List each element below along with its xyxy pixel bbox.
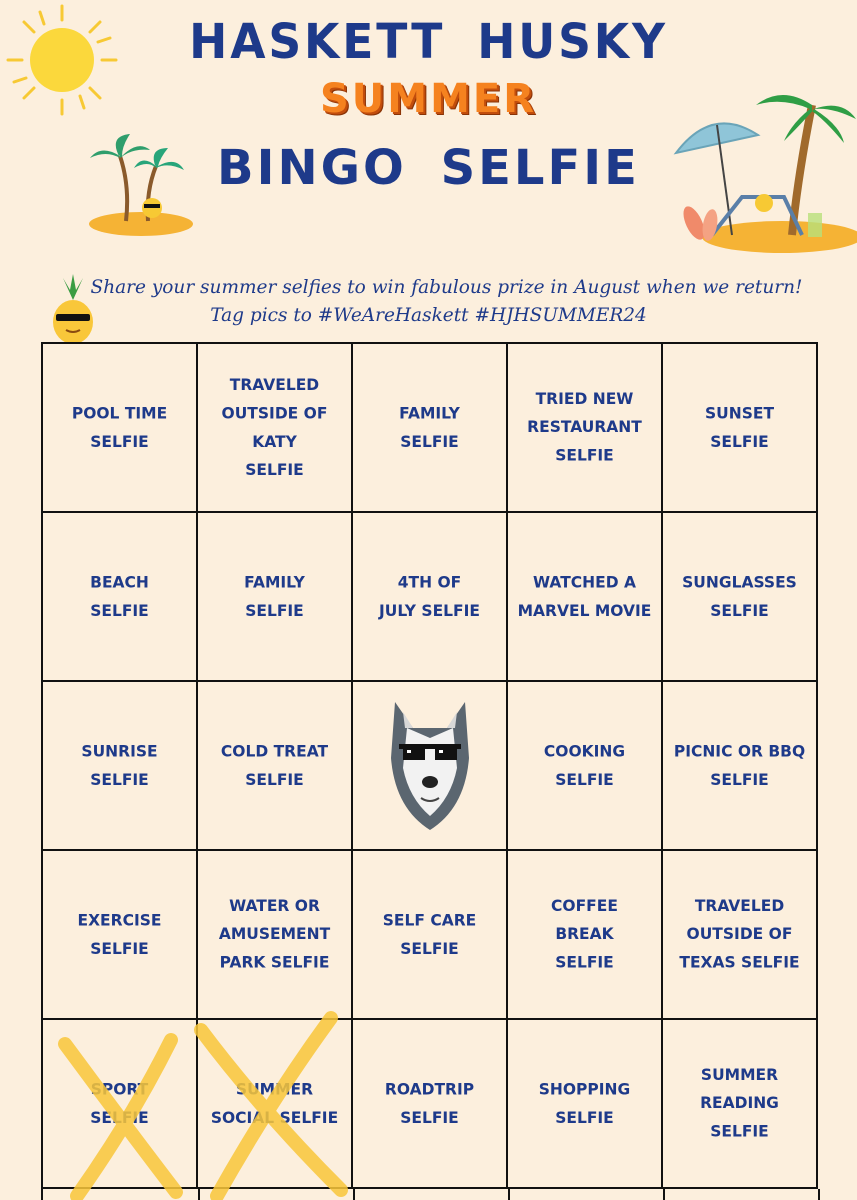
title-line-2: SUMMER <box>319 76 538 122</box>
bingo-cell[interactable] <box>663 513 818 682</box>
bingo-cell[interactable] <box>198 344 353 513</box>
bingo-cell[interactable] <box>353 1020 508 1189</box>
bingo-cell[interactable] <box>43 682 198 851</box>
bingo-cell[interactable] <box>353 851 508 1020</box>
bingo-cell-label: COOKING SELFIE <box>543 741 626 789</box>
bingo-cell-label: SELF CARE SELFIE <box>382 910 477 958</box>
bingo-cell[interactable] <box>198 682 353 851</box>
bingo-cell-label: TRIED NEW RESTAURANT SELFIE <box>527 389 642 465</box>
title-line-3: BINGO SELFIE <box>217 140 640 196</box>
bingo-cell-label: SPORT SELFIE <box>90 1079 149 1127</box>
bingo-cell-label: FAMILY SELFIE <box>399 403 460 451</box>
bingo-cell[interactable] <box>508 1020 663 1189</box>
bingo-cell-label: TRAVELED OUTSIDE OF TEXAS SELFIE <box>679 896 800 972</box>
tagline-line-2: Tag pics to #WeAreHaskett #HJHSUMMER24 <box>210 305 647 326</box>
bingo-cell[interactable] <box>508 682 663 851</box>
bingo-cell-label: WATER OR AMUSEMENT PARK SELFIE <box>218 896 331 972</box>
bingo-cell-label: SUNRISE SELFIE <box>81 741 158 789</box>
bingo-cell[interactable] <box>663 682 818 851</box>
bingo-cell-label: FAMILY SELFIE <box>244 572 305 620</box>
bingo-cell-label: 4TH OF JULY SELFIE <box>378 572 480 620</box>
bingo-cell[interactable] <box>508 851 663 1020</box>
bingo-cell[interactable] <box>663 851 818 1020</box>
bingo-cell-label: SUMMER SOCIAL SELFIE <box>210 1079 339 1127</box>
bingo-cell-label: WATCHED A MARVEL MOVIE <box>517 572 652 620</box>
bingo-cell[interactable] <box>353 344 508 513</box>
tagline-line-1: Share your summer selfies to win fabulous prize in August when we return! <box>90 277 803 298</box>
bingo-cell[interactable] <box>198 513 353 682</box>
bingo-cell[interactable] <box>43 851 198 1020</box>
bingo-cell[interactable] <box>663 1020 818 1189</box>
bingo-cell-label: SUNGLASSES SELFIE <box>682 572 797 620</box>
bingo-cell-label: BEACH SELFIE <box>90 572 149 620</box>
bingo-cell[interactable] <box>508 344 663 513</box>
bingo-cell[interactable] <box>353 513 508 682</box>
bingo-cell[interactable] <box>198 1020 353 1189</box>
bingo-free-space[interactable] <box>353 682 508 851</box>
grid-continuation <box>41 1189 820 1200</box>
bingo-cell-label: COFFEE BREAK SELFIE <box>551 896 618 972</box>
bingo-cell-label: PICNIC OR BBQ SELFIE <box>673 741 806 789</box>
husky-sunglasses-icon <box>385 698 475 834</box>
bingo-cell-label: SHOPPING SELFIE <box>538 1079 631 1127</box>
bingo-cell-label: ROADTRIP SELFIE <box>384 1079 475 1127</box>
bingo-cell[interactable] <box>43 513 198 682</box>
bingo-cell[interactable] <box>43 344 198 513</box>
bingo-cell-label: POOL TIME SELFIE <box>71 403 168 451</box>
bingo-cell-label: SUNSET SELFIE <box>704 403 775 451</box>
bingo-cell[interactable] <box>43 1020 198 1189</box>
bingo-grid <box>41 342 818 1189</box>
bingo-cell-label: TRAVELED OUTSIDE OF KATY SELFIE <box>221 375 328 479</box>
bingo-cell-label: COLD TREAT SELFIE <box>220 741 329 789</box>
bingo-cell[interactable] <box>663 344 818 513</box>
bingo-cell-label: SUMMER READING SELFIE <box>700 1065 779 1141</box>
title-line-1: HASKETT HUSKY <box>189 14 668 70</box>
bingo-cell[interactable] <box>198 851 353 1020</box>
bingo-cell[interactable] <box>508 513 663 682</box>
bingo-cell-label: EXERCISE SELFIE <box>77 910 162 958</box>
